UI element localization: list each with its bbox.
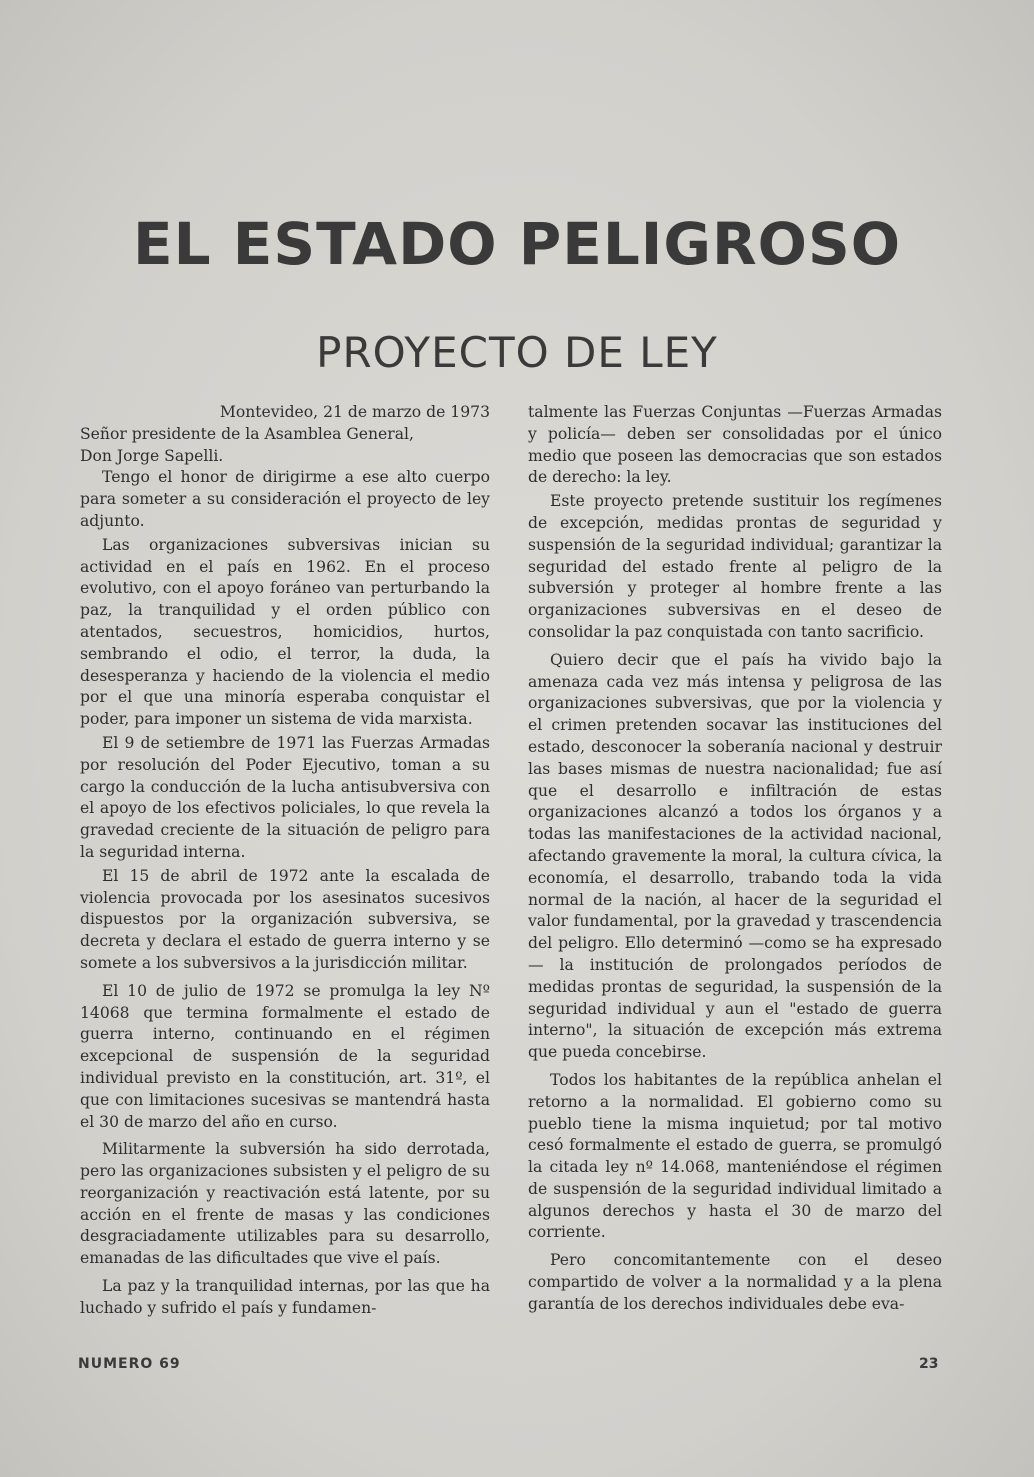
body-paragraph: talmente las Fuerzas Conjuntas —Fuerzas Armadas y policía— deben ser consolidadas por el único medio que poseen las democracias que son estados de derecho: la ley. <box>528 403 942 487</box>
body-paragraph: El 9 de setiembre de 1971 las Fuerzas Armadas por resolución del Poder Ejecutivo, toman a su cargo la conducción de la lucha antisubversiva con el apoyo de los efectivos policiales, lo que revela la gravedad creciente de la situación de peligro para la seguridad interna. <box>80 733 490 861</box>
body-paragraph: Tengo el honor de dirigirme a ese alto cuerpo para someter a su consideración el proyecto de ley adjunto. <box>80 468 490 530</box>
article-subtitle: PROYECTO DE LEY <box>316 328 718 377</box>
right-column <box>528 402 942 1318</box>
body-paragraph: Militarmente la subversión ha sido derrotada, pero las organizaciones subsisten y el peligro de su reorganización y reactivación está latente, por su acción en el frente de masas y las condiciones desgraciadamente utilizables para su desarrollo, emanadas de las dificultades que vive el país. <box>80 1140 490 1268</box>
letter-recipient-name: Don Jorge Sapelli. <box>80 446 224 465</box>
article-title: EL ESTADO PELIGROSO <box>132 210 902 278</box>
body-paragraph: Las organizaciones subversivas inician su actividad en el país en 1962. En el proceso evolutivo, con el apoyo foráneo van perturbando la paz, la tranquilidad y el orden público con atentados, secuestros, homicidios, hurtos, sembrando el odio, el terror, la duda, la desesperanza y haciendo de la violencia el medio por el que una minoría esperaba conquistar el poder, para imponer un sistema de vida marxista. <box>80 535 490 729</box>
body-paragraph: Quiero decir que el país ha vivido bajo la amenaza cada vez más intensa y peligrosa de las organizaciones subversivas, que por la violencia y el crimen pretenden socavar las instituciones del estado, desconocer la soberanía nacional y destruir las bases mismas de nuestra nacionalidad; fue así que el desarrollo e infiltración de estas organizaciones alcanzó a todos los órganos y a todas las manifestaciones de la actividad nacional, afectando gravemente la moral, la cultura cívica, la economía, el desarrollo, trabando toda la vida normal de la nación, al hacer de la seguridad el valor fundamental, por la gravedad y trascendencia del peligro. Ello determinó —como se ha expresado— la institución de prolongados períodos de medidas prontas de seguridad, la suspensión de la seguridad individual y aun el "estado de guerra interno", la situación de excepción más extrema que pueda concebirse. <box>528 650 942 1062</box>
letter-addressee: Señor presidente de la Asamblea General, <box>80 424 414 443</box>
body-paragraph: Todos los habitantes de la república anhelan el retorno a la normalidad. El gobierno como su pueblo tiene la misma inquietud; por tal motivo cesó formalmente el estado de guerra, se promulgó la citada ley nº 14.068, manteniéndose el régimen de suspensión de la seguridad individual limitado a algunos derechos y hasta el 30 de marzo del corriente. <box>528 1070 942 1242</box>
body-paragraph: Este proyecto pretende sustituir los regímenes de excepción, medidas prontas de seguridad y suspensión de la seguridad individual; garantizar la seguridad del estado frente al peligro de la subversión y proteger al hombre frente a las organizaciones subversivas en el deseo de consolidar la paz conquistada con tanto sacrificio. <box>528 492 942 641</box>
left-column <box>80 402 490 1322</box>
body-paragraph: La paz y la tranquilidad internas, por las que ha luchado y sufrido el país y fundamen- <box>80 1277 490 1317</box>
body-paragraph: El 15 de abril de 1972 ante la escalada de violencia provocada por los asesinatos sucesivos dispuestos por la organización subversiva, se decreta y declara el estado de guerra interno y se somete a los subversivos a la jurisdicción militar. <box>80 866 490 972</box>
body-paragraph: El 10 de julio de 1972 se promulga la ley Nº 14068 que termina formalmente el estado de guerra interno, continuando en el régimen excepcional de suspensión de la seguridad individual previsto en la constitución, art. 31º, el que con limitaciones sucesivas se mantendrá hasta el 30 de marzo del año en curso. <box>80 981 490 1131</box>
body-paragraph: Pero concomitantemente con el deseo compartido de volver a la normalidad y a la plena garantía de los derechos individuales debe eva- <box>528 1251 942 1313</box>
letter-date: Montevideo, 21 de marzo de 1973 <box>219 403 490 421</box>
issue-number: NUMERO 69 <box>78 1356 181 1372</box>
page-number: 23 <box>919 1356 939 1372</box>
